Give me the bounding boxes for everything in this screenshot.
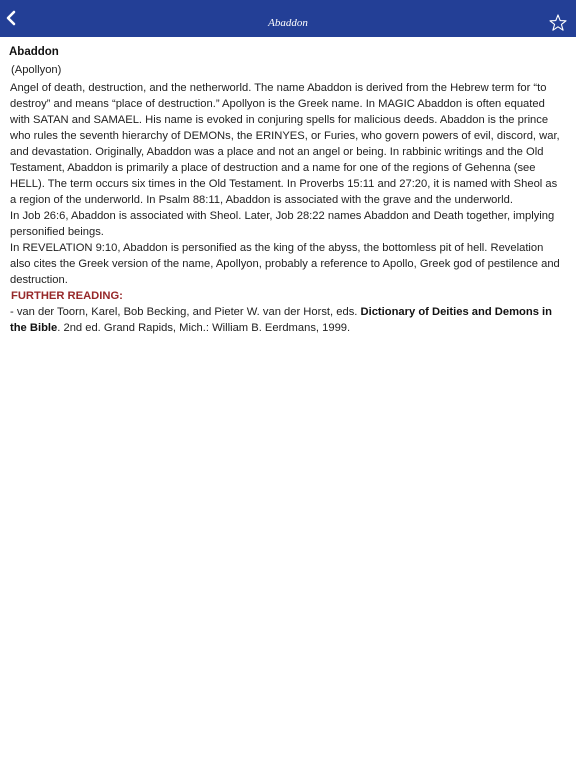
entry-alt-name: (Apollyon) — [11, 64, 62, 76]
star-outline-icon — [548, 13, 568, 33]
entry-paragraph-2: In Job 26:6, Abaddon is associated with Sheol. Later, Job 28:22 names Abaddon and Death together, implying personified beings. — [10, 210, 555, 238]
entry-paragraph-1: Angel of death, destruction, and the netherworld. The name Abaddon is derived from the Hebrew term for “to destroy” and means “place of destruction.” Apollyon is the Greek name. In MAGIC Abaddon is often equated with SATAN and SAMAEL. His name is evoked in conjuring spells for malicious deeds. Abaddon is the prince who rules the seventh hierarchy of DEMONs, the ERINYES, or Furies, who govern powers of evil, discord, war, and devastation. Originally, Abaddon was a place and not an angel or being. In rabbinic writings and the Old Testament, Abaddon is primarily a place of destruction and a name for one of the regions of Gehenna (see HELL). The term occurs six times in the Old Testament. In Proverbs 15:11 and 27:20, it is named with Sheol as a region of the underworld. In Psalm 88:11, Abaddon is associated with the grave and the underworld. — [10, 82, 560, 206]
reference-suffix: . 2nd ed. Grand Rapids, Mich.: William B. Eerdmans, 1999. — [57, 322, 351, 334]
page-title: Abaddon — [268, 17, 308, 29]
reference-book-title: Dictionary of Deities and Demons in the Bible — [10, 306, 552, 334]
navigation-bar — [0, 0, 576, 37]
entry-paragraph-3: In REVELATION 9:10, Abaddon is personified as the king of the abyss, the bottomless pit of hell. Revelation also cites the Greek version of the name, Apollyon, probably a reference to Apollo, Greek god of pestilence and destruction. — [10, 242, 560, 286]
entry-title: Abaddon — [9, 46, 59, 58]
favorite-button[interactable] — [548, 13, 568, 33]
back-button[interactable] — [2, 6, 26, 30]
reference-prefix: - van der Toorn, Karel, Bob Becking, and Pieter W. van der Horst, eds. — [10, 306, 361, 318]
reference-item — [10, 304, 562, 336]
entry-content — [10, 44, 562, 336]
further-reading-heading: FURTHER READING: — [11, 290, 123, 302]
chevron-left-icon — [2, 6, 26, 30]
